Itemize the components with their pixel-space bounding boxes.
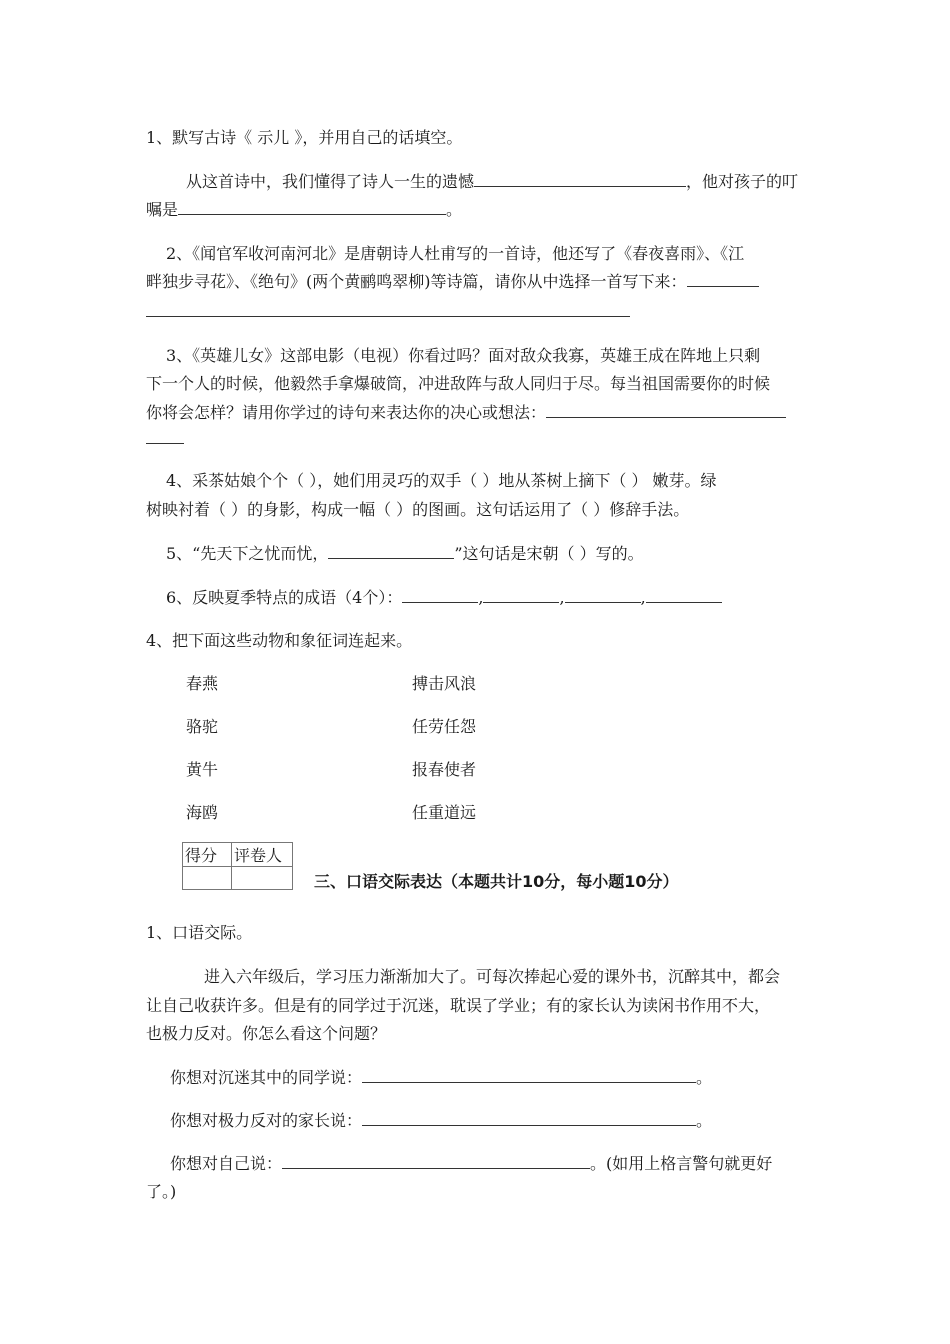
section3-para-line2: 让自己收获许多。但是有的同学过于沉迷，耽误了学业；有的家长认为读闲书作用不大， bbox=[146, 996, 771, 1015]
say-self-label: 你想对自己说： bbox=[170, 1154, 283, 1173]
q3-blank-1[interactable] bbox=[546, 402, 786, 418]
match-symbol[interactable]: 任重道远 bbox=[412, 803, 477, 822]
q6-blank-1[interactable] bbox=[402, 587, 478, 603]
q5-line bbox=[166, 543, 644, 565]
q4-line1: 4、采茶姑娘个个（ ），她们用灵巧的双手（ ）地从茶树上摘下（ ） 嫩芽。绿 bbox=[166, 471, 717, 490]
q1-blank-2[interactable] bbox=[178, 199, 446, 215]
q1-line1-suffix: ，他对孩子的叮 bbox=[686, 172, 799, 191]
q2-blank-1[interactable] bbox=[687, 271, 759, 287]
match-animal[interactable]: 黄牛 bbox=[186, 760, 219, 779]
q3-line4 bbox=[146, 428, 184, 450]
q1-title: 1、默写古诗《 示儿 》，并用自己的话填空。 bbox=[146, 128, 463, 147]
q2-line1: 2、《闻官军收河南河北》是唐朝诗人杜甫写的一首诗，他还写了《春夜喜雨》、《江 bbox=[166, 244, 745, 263]
q3-blank-2[interactable] bbox=[146, 428, 184, 444]
q6-blank-4[interactable] bbox=[646, 587, 722, 603]
say-self-line bbox=[170, 1153, 772, 1175]
q2-line2 bbox=[146, 271, 759, 293]
q2-blank-2[interactable] bbox=[146, 301, 630, 317]
match-symbol[interactable]: 搏击风浪 bbox=[412, 674, 477, 693]
q1-line2-suffix: 。 bbox=[446, 200, 463, 219]
q2-line3 bbox=[146, 301, 630, 323]
grader-cell[interactable] bbox=[232, 867, 293, 890]
say-classmate-blank[interactable] bbox=[362, 1067, 696, 1083]
q3-line1: 3、《英雄儿女》这部电影（电视）你看过吗？面对敌众我寡，英雄王成在阵地上只剩 bbox=[166, 346, 761, 365]
match-title: 4、把下面这些动物和象征词连起来。 bbox=[146, 631, 413, 650]
q1-line2-prefix: 嘱是 bbox=[146, 200, 179, 219]
say-classmate-period: 。 bbox=[696, 1068, 713, 1087]
q5-blank[interactable] bbox=[328, 543, 454, 559]
q3-line3-text: 你将会怎样？请用你学过的诗句来表达你的决心或想法： bbox=[146, 403, 547, 422]
q6-sep-3: , bbox=[640, 588, 646, 607]
q1-line2 bbox=[146, 199, 462, 221]
section3-title: 三、口语交际表达（本题共计10分，每小题10分） bbox=[314, 872, 679, 891]
q6-blank-3[interactable] bbox=[565, 587, 641, 603]
match-animal[interactable]: 海鸥 bbox=[186, 803, 219, 822]
q5-suffix: ”这句话是宋朝（ ）写的。 bbox=[454, 544, 644, 563]
say-parent-label: 你想对极力反对的家长说： bbox=[170, 1111, 363, 1130]
q2-line2-text: 畔独步寻花》、《绝句》(两个黄鹂鸣翠柳)等诗篇，请你从中选择一首写下来： bbox=[146, 272, 687, 291]
q6-blank-2[interactable] bbox=[483, 587, 559, 603]
q6-line bbox=[166, 587, 722, 609]
q6-sep-2: , bbox=[559, 588, 565, 607]
score-label: 得分 bbox=[183, 843, 232, 867]
q5-prefix: 5、“先天下之忧而忧， bbox=[166, 544, 329, 563]
q3-line2: 下一个人的时候，他毅然手拿爆破筒，冲进敌阵与敌人同归于尽。每当祖国需要你的时候 bbox=[146, 374, 771, 393]
q3-line3 bbox=[146, 402, 786, 424]
q1-line1 bbox=[186, 171, 798, 193]
section3-q-title: 1、口语交际。 bbox=[146, 923, 253, 942]
say-self-blank[interactable] bbox=[282, 1153, 590, 1169]
match-animal[interactable]: 春燕 bbox=[186, 674, 219, 693]
q1-blank-1[interactable] bbox=[474, 171, 686, 187]
q6-sep-1: , bbox=[478, 588, 484, 607]
q6-prefix: 6、反映夏季特点的成语（4个）： bbox=[166, 588, 403, 607]
score-box bbox=[182, 842, 293, 890]
grader-label: 评卷人 bbox=[232, 843, 293, 867]
say-classmate-label: 你想对沉迷其中的同学说： bbox=[170, 1068, 363, 1087]
match-animal[interactable]: 骆驼 bbox=[186, 717, 219, 736]
q1-line1-prefix: 从这首诗中，我们懂得了诗人一生的遗憾 bbox=[186, 172, 475, 191]
match-symbol[interactable]: 报春使者 bbox=[412, 760, 477, 779]
say-parent-period: 。 bbox=[696, 1111, 713, 1130]
say-self-tail-2: 了。) bbox=[146, 1182, 177, 1201]
say-parent-line bbox=[170, 1110, 712, 1132]
say-classmate-line bbox=[170, 1067, 712, 1089]
score-cell[interactable] bbox=[183, 867, 232, 890]
say-self-tail: 。(如用上格言警句就更好 bbox=[590, 1154, 773, 1173]
q4-line2: 树映衬着（ ）的身影，构成一幅（ ）的图画。这句话运用了（ ）修辞手法。 bbox=[146, 500, 690, 519]
section3-para-line3: 也极力反对。你怎么看这个问题？ bbox=[146, 1024, 387, 1043]
match-symbol[interactable]: 任劳任怨 bbox=[412, 717, 477, 736]
section3-para-line1: 进入六年级后，学习压力渐渐加大了。可每次捧起心爱的课外书，沉醉其中，都会 bbox=[204, 967, 781, 986]
say-parent-blank[interactable] bbox=[362, 1110, 696, 1126]
